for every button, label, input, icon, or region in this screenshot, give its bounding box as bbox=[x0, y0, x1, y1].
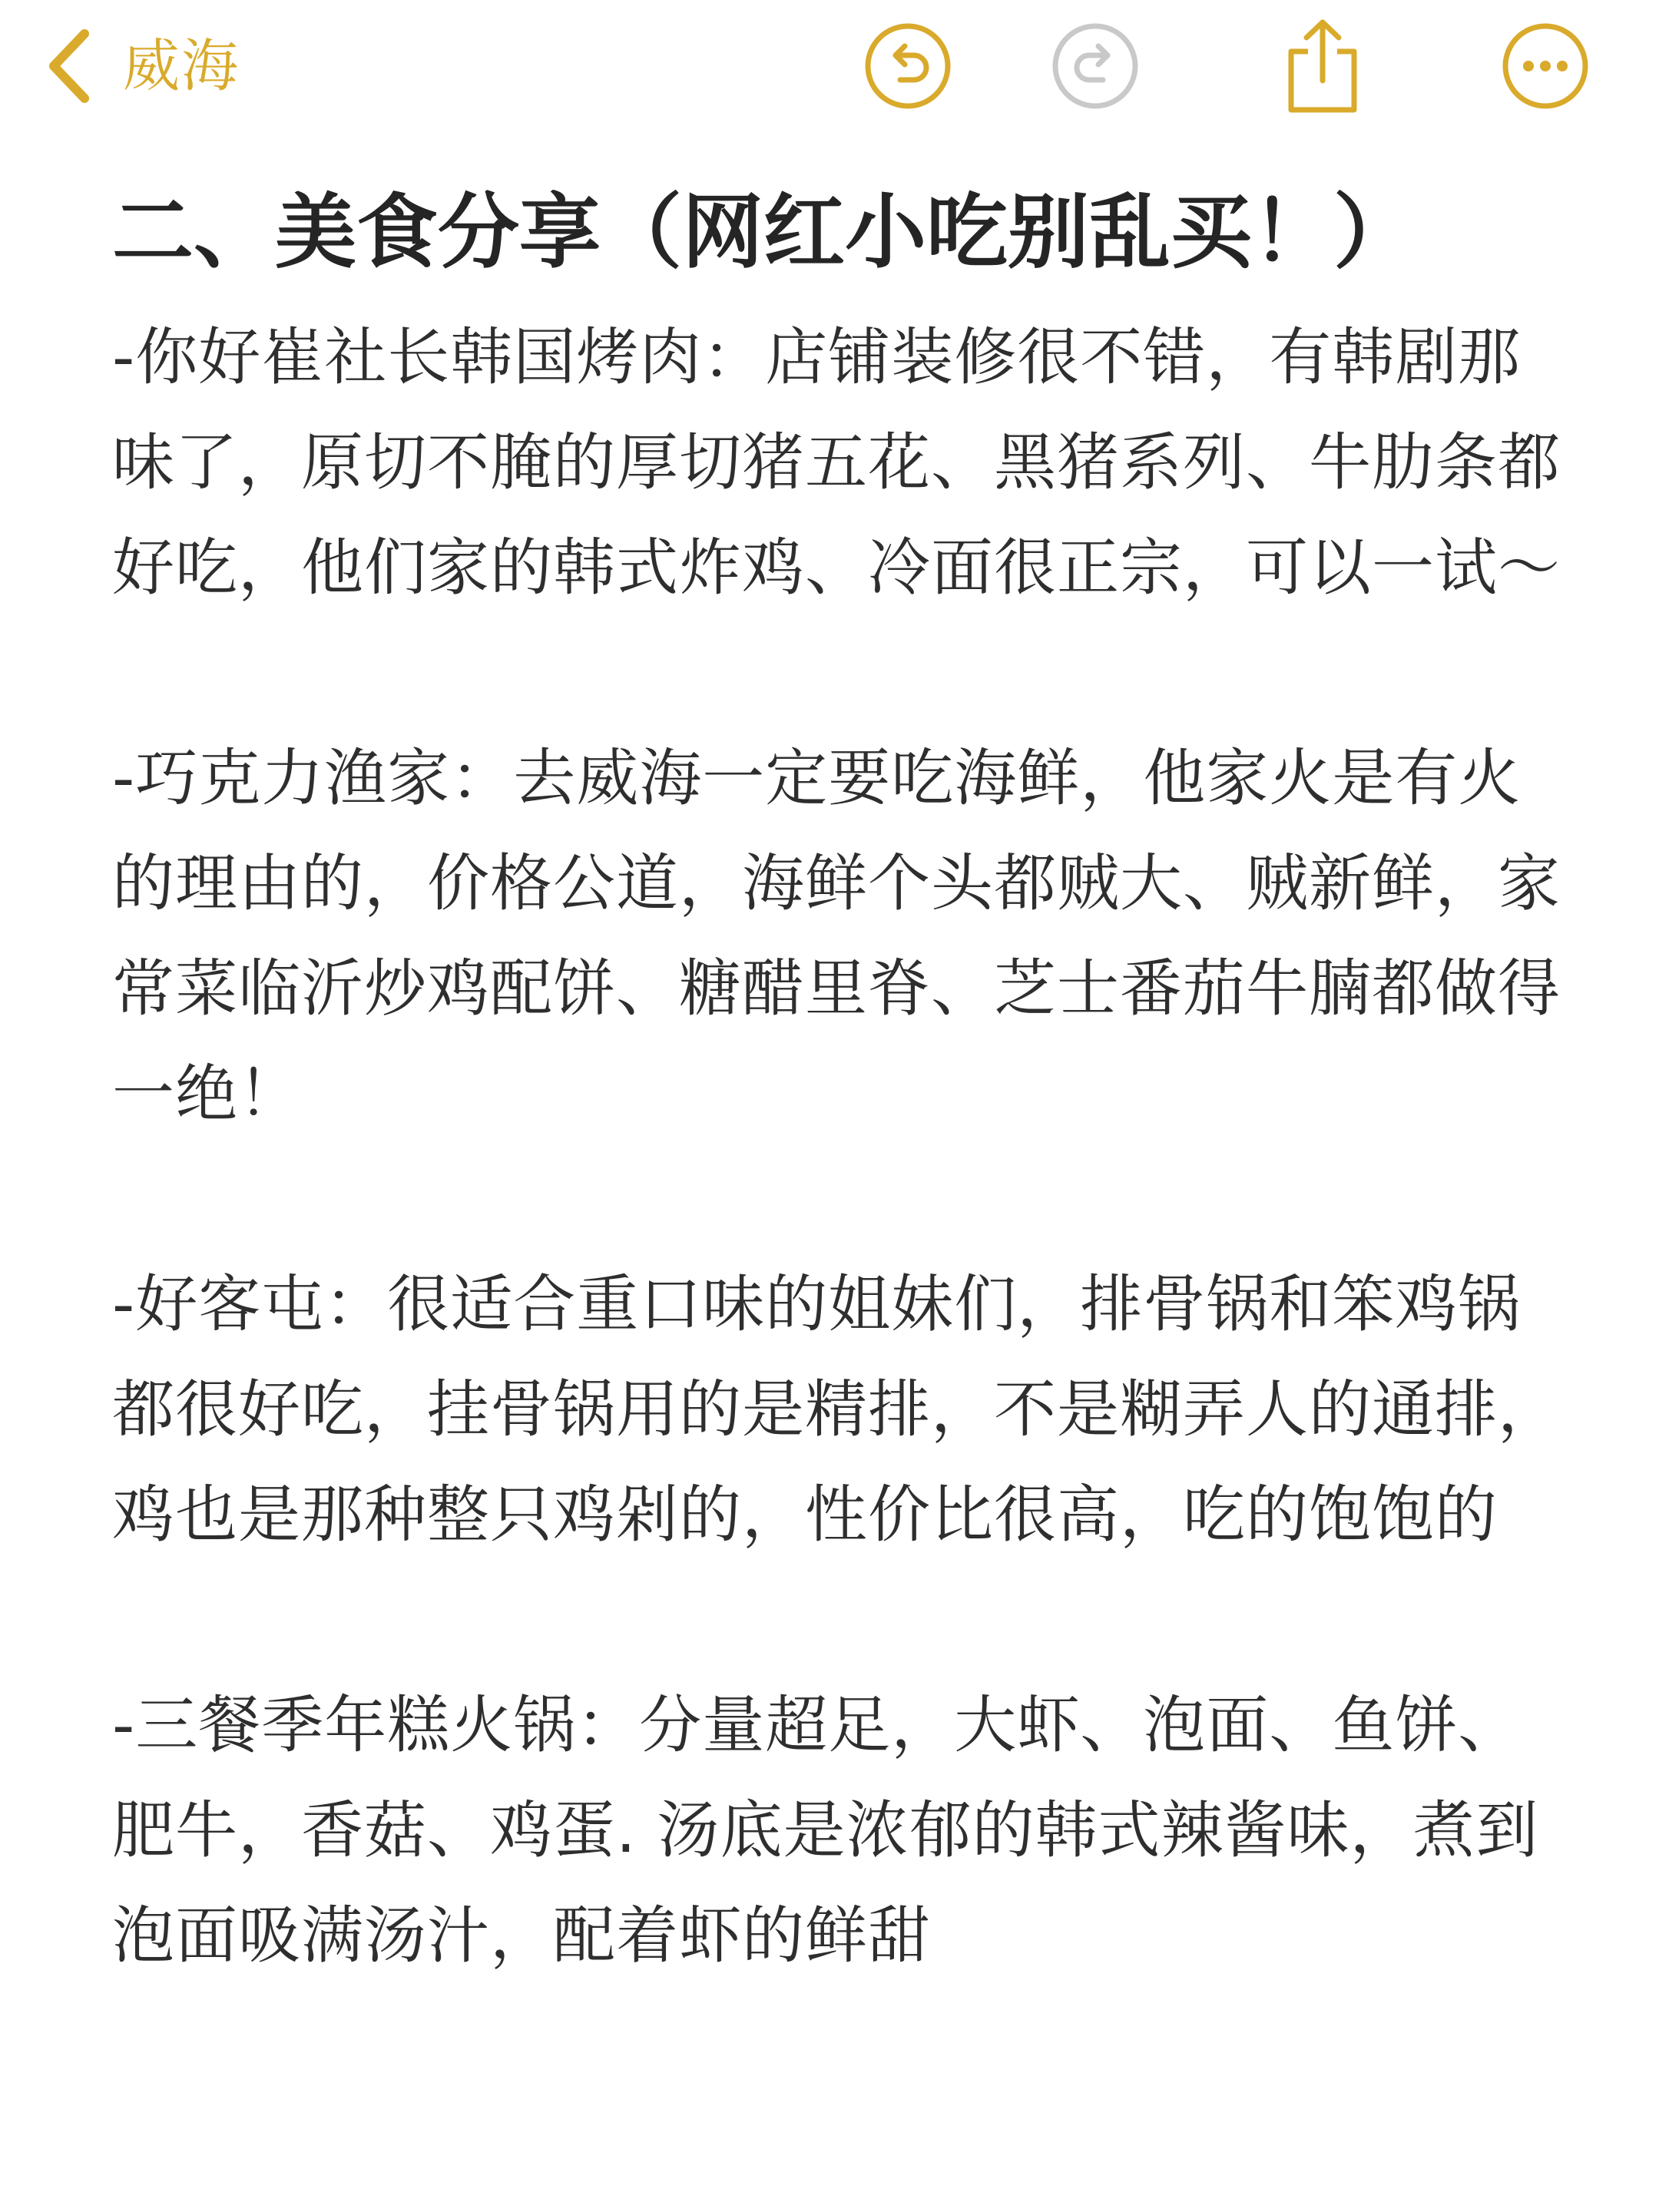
back-label: 威海 bbox=[123, 33, 240, 99]
back-button[interactable] bbox=[46, 20, 240, 112]
chevron-left-icon bbox=[46, 28, 92, 104]
share-button[interactable] bbox=[1277, 20, 1369, 112]
undo-button[interactable] bbox=[862, 20, 954, 112]
more-button[interactable] bbox=[1499, 20, 1591, 112]
redo-button[interactable] bbox=[1049, 20, 1141, 112]
note-paragraph: -你好崔社长韩国烤肉：店铺装修很不错，有韩剧那味了，原切不腌的厚切猪五花、黑猪系列、牛肋条都好吃，他们家的韩式炸鸡、冷面很正宗，可以一试～ bbox=[112, 322, 1561, 604]
note-paragraph: -好客屯：很适合重口味的姐妹们，排骨锅和笨鸡锅都很好吃，挂骨锅用的是精排，不是糊弄人的通排，鸡也是那种整只鸡剁的，性价比很高，吃的饱饱的 bbox=[112, 1269, 1561, 1551]
share-icon bbox=[1280, 16, 1365, 116]
note-body[interactable] bbox=[112, 175, 1571, 2094]
note-paragraph: -三餐季年糕火锅：分量超足，大虾、泡面、鱼饼、肥牛，香菇、鸡蛋. 汤底是浓郁的韩式辣酱味，煮到泡面吸满汤汁，配着虾的鲜甜 bbox=[112, 1690, 1539, 1972]
more-icon bbox=[1501, 22, 1590, 111]
note-paragraph: -巧克力渔家：去威海一定要吃海鲜，他家火是有火的理由的，价格公道，海鲜个头都贼大、贼新鲜，家常菜临沂炒鸡配饼、糖醋里脊、芝士番茄牛腩都做得一绝！ bbox=[112, 743, 1561, 1131]
redo-icon bbox=[1051, 22, 1140, 111]
note-heading: 二、美食分享（网红小吃别乱买！） bbox=[112, 185, 1415, 280]
undo-icon bbox=[863, 22, 952, 111]
navigation-bar bbox=[0, 0, 1659, 138]
